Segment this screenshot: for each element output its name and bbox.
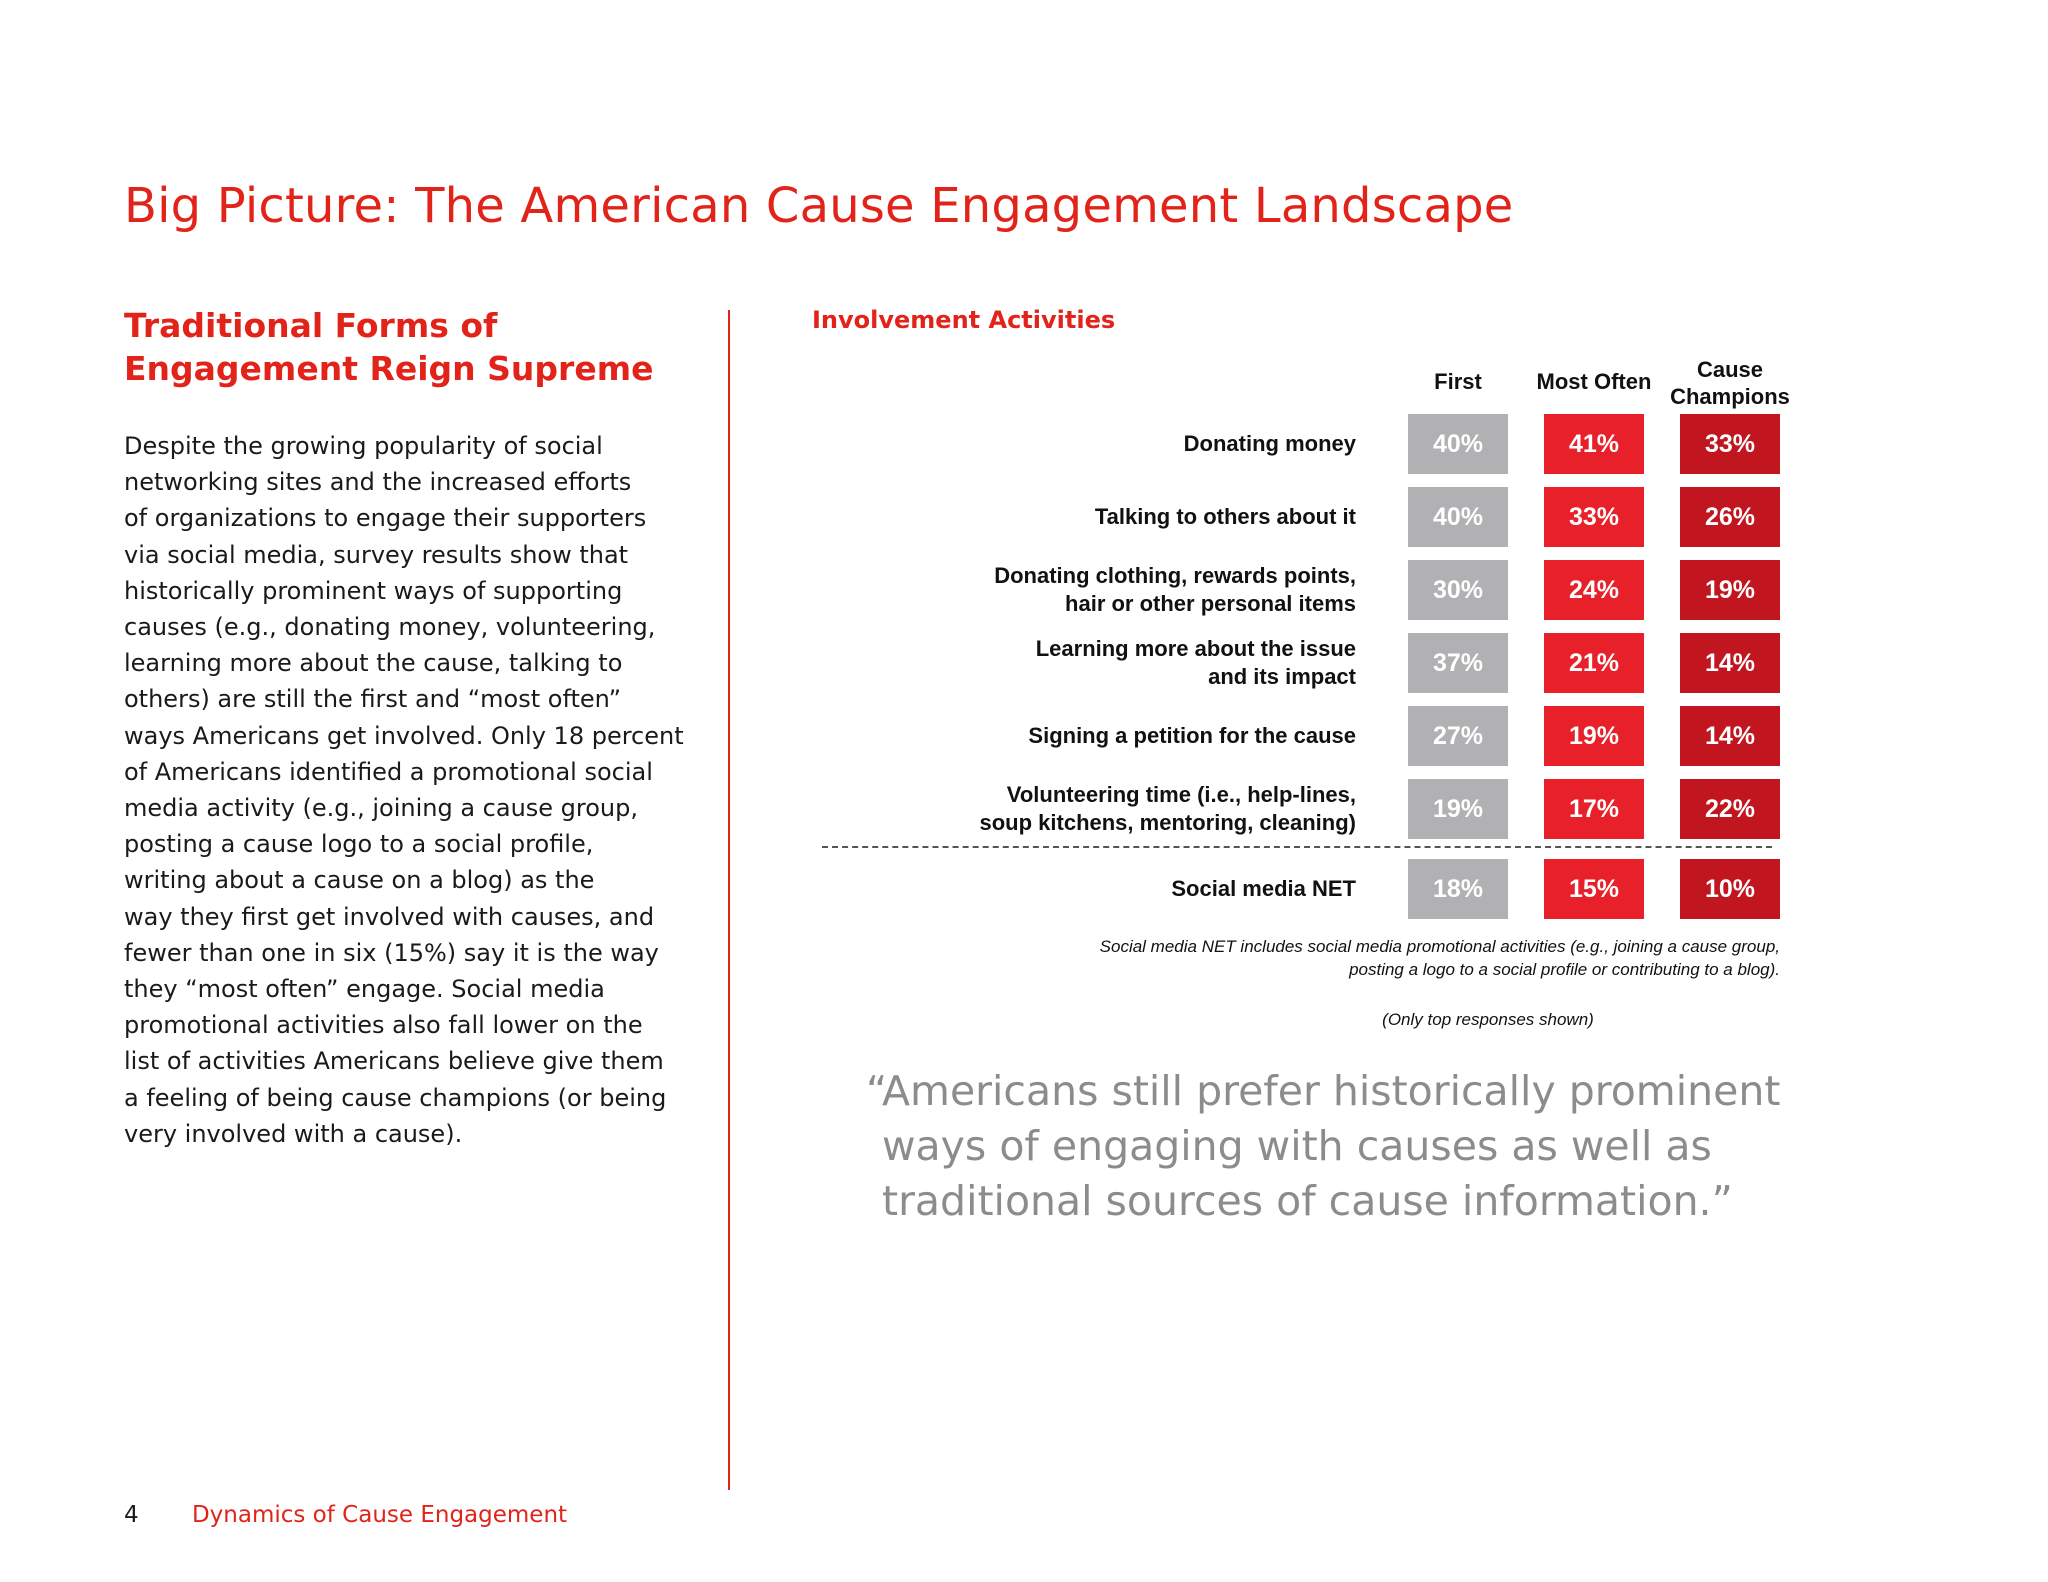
value-cell-most-often: 41% bbox=[1544, 414, 1644, 474]
value-cell-cause-champions: 26% bbox=[1680, 487, 1780, 547]
row-label-line: soup kitchens, mentoring, cleaning) bbox=[979, 810, 1356, 835]
value-cell-first: 18% bbox=[1408, 859, 1508, 919]
body-line: networking sites and the increased efforts bbox=[124, 468, 632, 497]
value-cell-first: 30% bbox=[1408, 560, 1508, 620]
table-footnote-line: Social media NET includes social media promotional activities (e.g., joining a cause group, bbox=[1099, 937, 1780, 956]
row-label-line: Volunteering time (i.e., help-lines, bbox=[1006, 782, 1356, 807]
body-line: via social media, survey results show that bbox=[124, 540, 629, 569]
column-divider bbox=[728, 310, 730, 1490]
value-cell-most-often: 21% bbox=[1544, 633, 1644, 693]
row-label-line: Signing a petition for the cause bbox=[1028, 723, 1356, 748]
section-heading-line: Traditional Forms of bbox=[124, 306, 498, 345]
value-cell-first: 40% bbox=[1408, 487, 1508, 547]
body-paragraph bbox=[124, 428, 724, 1152]
value-cell-most-often: 24% bbox=[1544, 560, 1644, 620]
row-label-line: Donating money bbox=[1183, 431, 1356, 456]
body-line: promotional activities also fall lower on the bbox=[124, 1011, 643, 1040]
body-line: fewer than one in six (15%) say it is the way bbox=[124, 938, 659, 967]
row-label-line: Talking to others about it bbox=[1094, 504, 1356, 529]
value-cell-cause-champions: 14% bbox=[1680, 633, 1780, 693]
row-label-line: and its impact bbox=[1208, 664, 1356, 689]
value-cell-most-often: 15% bbox=[1544, 859, 1644, 919]
page-number: 4 bbox=[124, 1502, 139, 1528]
body-line: list of activities Americans believe give them bbox=[124, 1047, 664, 1076]
value-cell-most-often: 19% bbox=[1544, 706, 1644, 766]
value-cell-most-often: 33% bbox=[1544, 487, 1644, 547]
column-header-line: Cause bbox=[1696, 357, 1764, 382]
dashed-separator bbox=[822, 846, 1772, 848]
body-line: ways Americans get involved. Only 18 percent bbox=[124, 721, 684, 750]
table-note: (Only top responses shown) bbox=[1382, 1010, 1594, 1029]
value-cell-cause-champions: 19% bbox=[1680, 560, 1780, 620]
table-footnote bbox=[1100, 935, 1780, 981]
body-line: of organizations to engage their supporters bbox=[124, 504, 647, 533]
pull-quote bbox=[866, 1064, 1780, 1229]
value-cell-cause-champions: 33% bbox=[1680, 414, 1780, 474]
page-footer bbox=[124, 1502, 567, 1528]
row-label bbox=[1036, 635, 1356, 691]
body-line: causes (e.g., donating money, volunteering, bbox=[124, 613, 656, 642]
body-line: Despite the growing popularity of social bbox=[124, 432, 603, 460]
body-line: way they first get involved with causes, and bbox=[124, 902, 655, 931]
value-cell-most-often: 17% bbox=[1544, 779, 1644, 839]
body-line: a feeling of being cause champions (or being bbox=[124, 1083, 667, 1112]
column-header-most-often bbox=[1524, 368, 1664, 395]
involvement-activities-table bbox=[800, 350, 1820, 1040]
row-label bbox=[1184, 430, 1356, 458]
value-cell-first: 27% bbox=[1408, 706, 1508, 766]
value-cell-first: 37% bbox=[1408, 633, 1508, 693]
body-line: very involved with a cause). bbox=[124, 1119, 463, 1148]
body-line: others) are still the first and “most often” bbox=[124, 685, 622, 714]
row-label-line: hair or other personal items bbox=[1065, 591, 1356, 616]
body-line: posting a cause logo to a social profile, bbox=[124, 830, 594, 859]
section-heading-line: Engagement Reign Supreme bbox=[124, 349, 654, 388]
row-label-line: Learning more about the issue bbox=[1035, 636, 1356, 661]
body-line: media activity (e.g., joining a cause group, bbox=[124, 794, 639, 823]
row-label bbox=[994, 562, 1356, 618]
pull-quote-line: ways of engaging with causes as well as bbox=[882, 1122, 1712, 1170]
body-line: historically prominent ways of supporting bbox=[124, 576, 623, 605]
body-line: writing about a cause on a blog) as the bbox=[124, 866, 595, 895]
value-cell-first: 19% bbox=[1408, 779, 1508, 839]
row-label bbox=[1095, 503, 1356, 531]
table-footnote-line: posting a logo to a social profile or contributing to a blog). bbox=[1349, 960, 1780, 979]
value-cell-cause-champions: 10% bbox=[1680, 859, 1780, 919]
body-line: of Americans identified a promotional social bbox=[124, 757, 653, 786]
column-header-line: Most Often bbox=[1536, 369, 1652, 394]
row-label-line: Donating clothing, rewards points, bbox=[994, 563, 1356, 588]
pull-quote-line: traditional sources of cause information.” bbox=[882, 1177, 1733, 1225]
column-header-line: First bbox=[1434, 369, 1482, 394]
value-cell-cause-champions: 22% bbox=[1680, 779, 1780, 839]
page-title: Big Picture: The American Cause Engagement Landscape bbox=[124, 178, 1514, 234]
column-header-cause-champions bbox=[1660, 356, 1800, 410]
row-label bbox=[980, 781, 1357, 837]
section-heading bbox=[124, 304, 653, 390]
row-label-line: Social media NET bbox=[1171, 876, 1356, 901]
body-line: they “most often” engage. Social media bbox=[124, 975, 605, 1004]
value-cell-cause-champions: 14% bbox=[1680, 706, 1780, 766]
pull-quote-line: “Americans still prefer historically prominent bbox=[866, 1067, 1781, 1115]
value-cell-first: 40% bbox=[1408, 414, 1508, 474]
column-header-first bbox=[1388, 368, 1528, 395]
column-header-line: Champions bbox=[1670, 384, 1790, 409]
body-line: learning more about the cause, talking to bbox=[124, 649, 623, 678]
row-label bbox=[1028, 722, 1356, 750]
chart-title: Involvement Activities bbox=[812, 306, 1116, 334]
row-label bbox=[1171, 875, 1356, 903]
publication-title: Dynamics of Cause Engagement bbox=[191, 1502, 568, 1528]
